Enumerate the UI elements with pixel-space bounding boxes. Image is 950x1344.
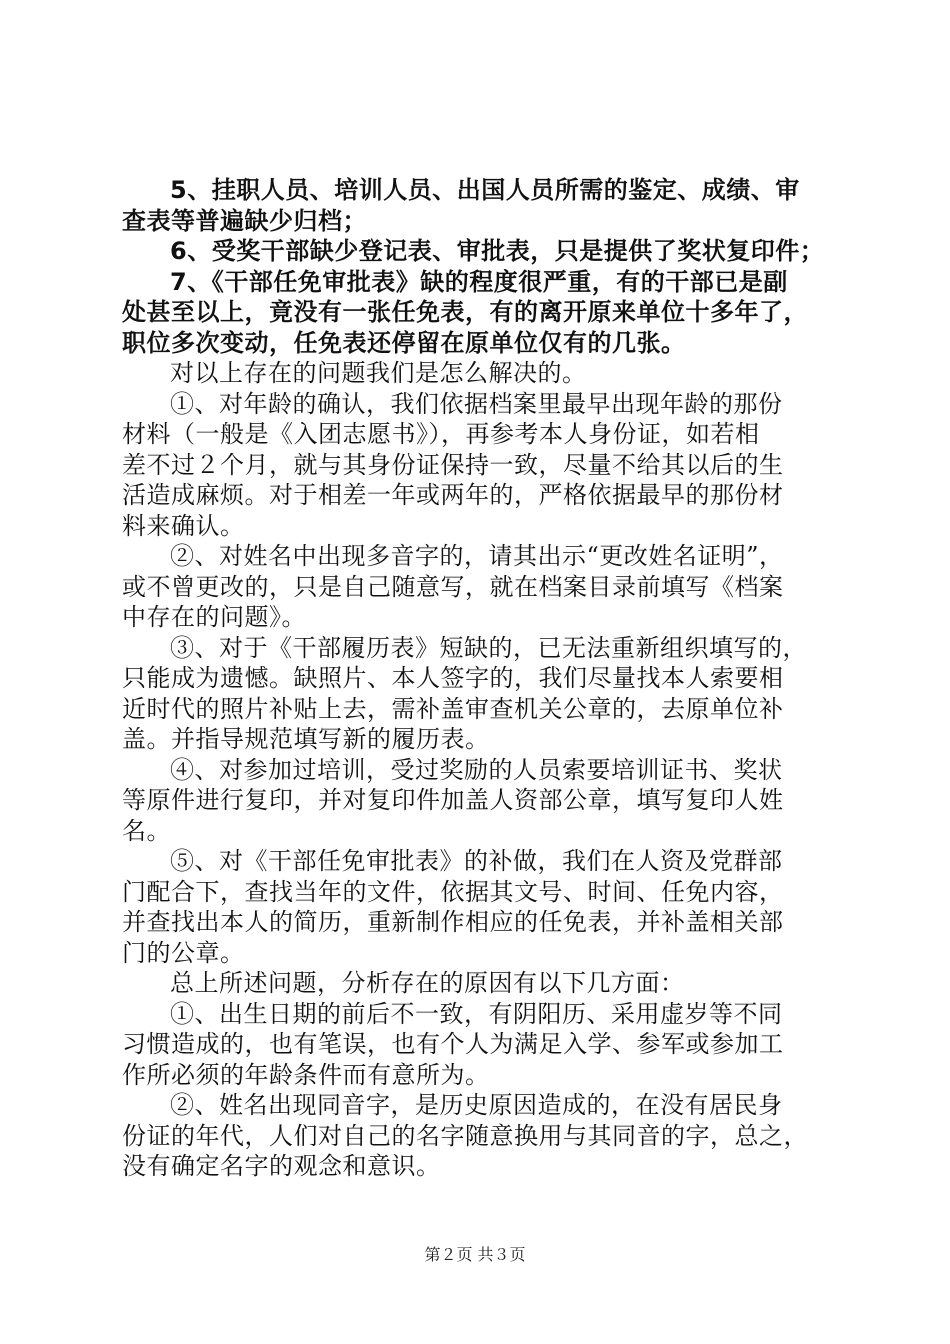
paragraph-line: 处甚至以上，竟没有一张任免表，有的离开原来单位十多年了， xyxy=(122,298,808,326)
paragraph-line: 材料（一般是《入团志愿书》），再参考本人身份证，如若相 xyxy=(122,420,760,448)
paragraph-line: ③、对于《干部履历表》短缺的，已无法重新组织填写的， xyxy=(170,633,807,662)
paragraph-line: ④、对参加过培训，受过奖励的人员索要培训证书、奖状 xyxy=(170,755,783,784)
paragraph-line: ①、对年龄的确认，我们依据档案里最早出现年龄的那份 xyxy=(170,389,783,418)
paragraph-line: ②、对姓名中出现多音字的，请其出示“更改姓名证明”， xyxy=(170,542,784,570)
paragraph-line: 名。 xyxy=(122,816,171,845)
paragraph-line: 7、《干部任免审批表》缺的程度很严重，有的干部已是副 xyxy=(170,267,788,296)
paragraph-line: ⑤、对《干部任免审批表》的补做，我们在人资及党群部 xyxy=(170,847,783,875)
paragraph-line: 对以上存在的问题我们是怎么解决的。 xyxy=(170,359,587,387)
paragraph-line: 门的公章。 xyxy=(122,938,245,967)
document-body xyxy=(122,175,834,1182)
paragraph-line: 职位多次变动，任免表还停留在原单位仅有的几张。 xyxy=(122,328,686,357)
paragraph-line: 份证的年代，人们对自己的名字随意换用与其同音的字，总之， xyxy=(122,1121,808,1150)
paragraph-line: 作所必须的年龄条件而有意所为。 xyxy=(122,1060,490,1089)
paragraph-line: 习惯造成的，也有笔误，也有个人为满足入学、参军或参加工 xyxy=(122,1030,784,1058)
page-number-footer: 第２页 共３页 xyxy=(424,1245,526,1264)
paragraph-line: ②、姓名出现同音字，是历史原因造成的，在没有居民身 xyxy=(170,1091,783,1119)
paragraph-line: 或不曾更改的，只是自己随意写，就在档案目录前填写《档案 xyxy=(122,572,784,601)
paragraph-line: 查表等普遍缺少归档； xyxy=(122,206,367,235)
paragraph-line: 6、受奖干部缺少登记表、审批表，只是提供了奖状复印件； xyxy=(170,237,825,265)
paragraph-line: ①、出生日期的前后不一致，有阴阳历、采用虚岁等不同 xyxy=(170,999,783,1028)
paragraph-line: 只能成为遗憾。缺照片、本人签字的，我们尽量找本人索要相 xyxy=(122,664,784,692)
paragraph-line: 等原件进行复印，并对复印件加盖人资部公章，填写复印人姓 xyxy=(122,786,784,814)
paragraph-line: 5、挂职人员、培训人员、出国人员所需的鉴定、成绩、审 xyxy=(170,176,800,204)
paragraph-line: 盖。并指导规范填写新的履历表。 xyxy=(122,725,490,753)
paragraph-line: 没有确定名字的观念和意识。 xyxy=(122,1152,441,1180)
paragraph-line: 中存在的问题》。 xyxy=(122,603,306,631)
paragraph-line: 料来确认。 xyxy=(122,511,245,540)
paragraph-line: 总上所述问题，分析存在的原因有以下几方面： xyxy=(170,969,685,997)
paragraph-line: 并查找出本人的简历，重新制作相应的任免表，并补盖相关部 xyxy=(122,908,784,936)
paragraph-line: 活造成麻烦。对于相差一年或两年的，严格依据最早的那份材 xyxy=(122,481,784,509)
paragraph-line: 差不过２个月，就与其身份证保持一致，尽量不给其以后的生 xyxy=(122,450,784,479)
paragraph-line: 门配合下，查找当年的文件，依据其文号、时间、任免内容， xyxy=(122,877,784,906)
paragraph-line: 近时代的照片补贴上去，需补盖审查机关公章的，去原单位补 xyxy=(122,694,784,723)
